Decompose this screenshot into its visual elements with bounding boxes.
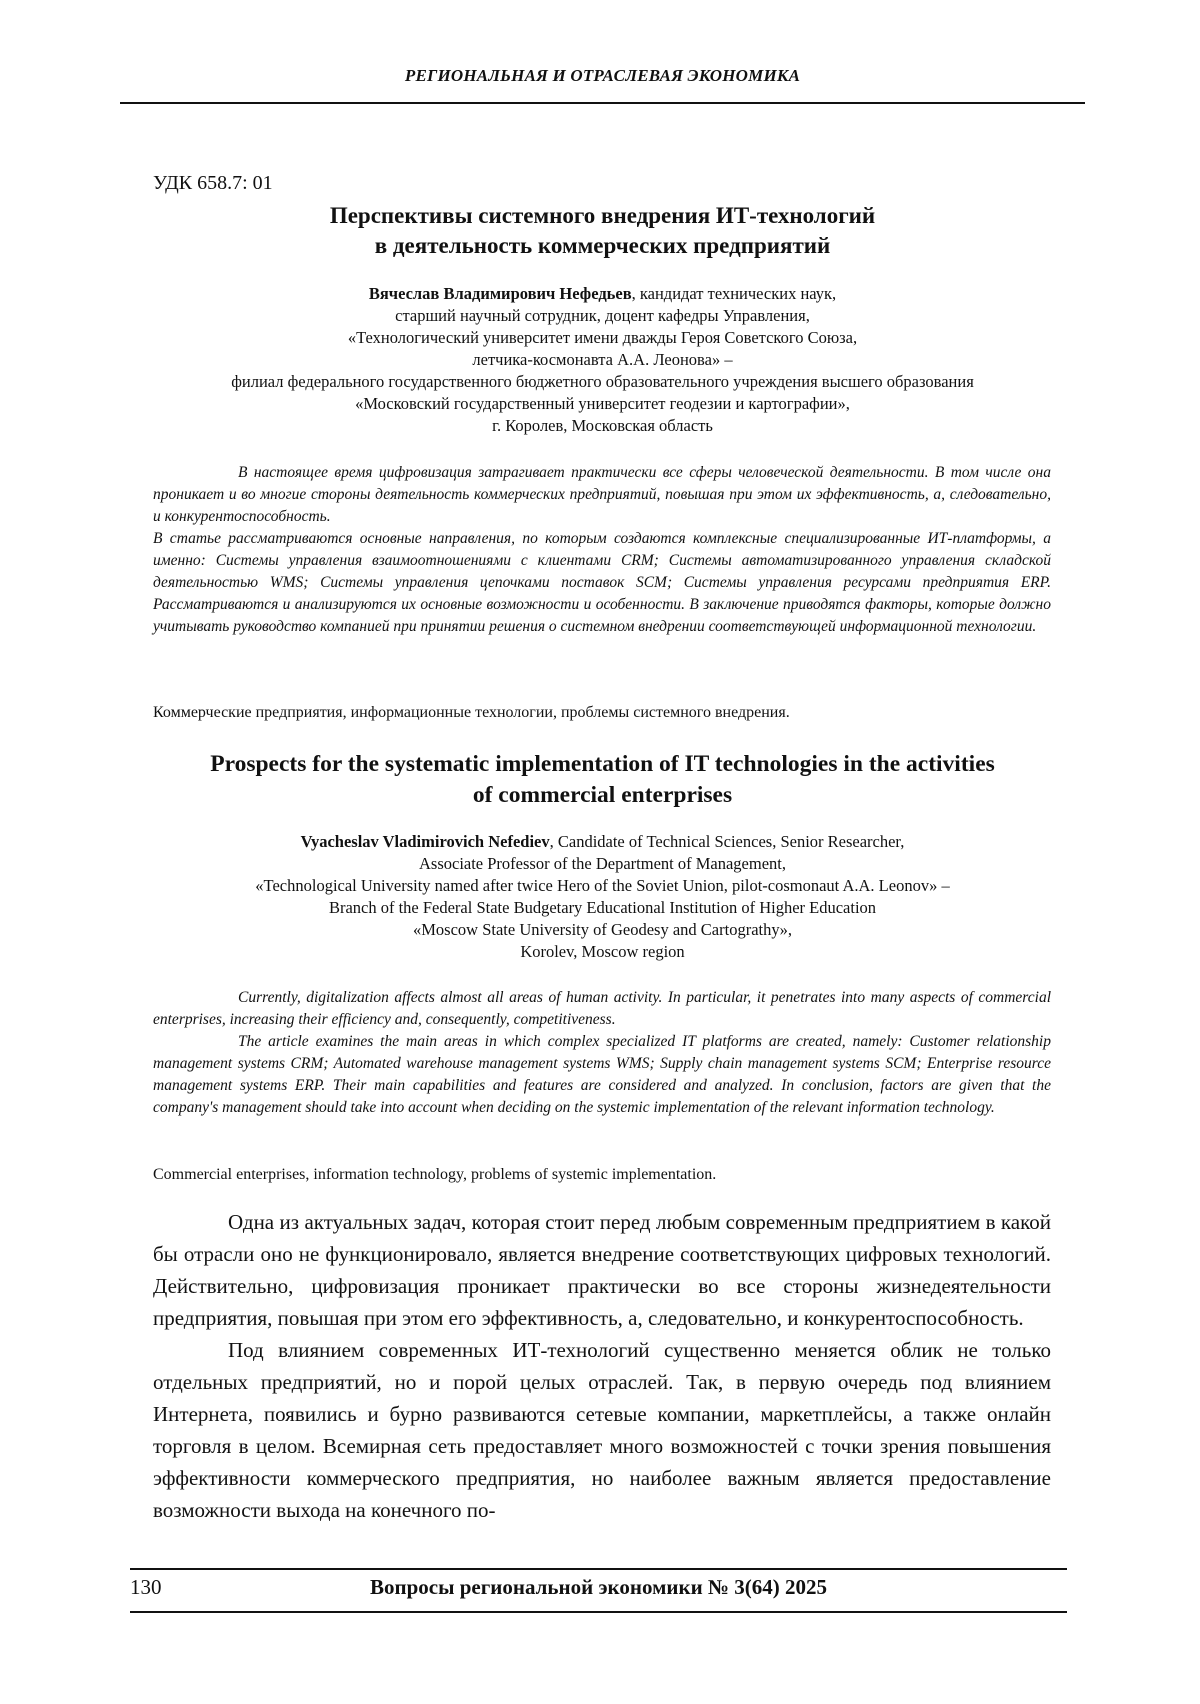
author-name-ru: Вячеслав Владимирович Нефедьев [368, 284, 632, 303]
affiliation-line-en: «Moscow State University of Geodesy and Cartograthy», [413, 920, 792, 939]
affiliation-line-en: Branch of the Federal State Budgetary Educational Institution of Higher Education [328, 898, 877, 917]
abstract-paragraph: В статье рассматриваются основные направления, по которым создаются комплексные специализированные ИТ-платформы, а именно: Системы управления взаимоотношениями с клиентами CRM; Системы автоматизированного управления складской деятельностью WMS; Системы управления цепочками поставок SCM; Системы управления ресурсами предприятия ERP. Рассматриваются и анализируются их основные возможности и особенности. В заключение приводятся факторы, которые должно учитывать руководство компанией при принятии решения о системном внедрении соответствующей информационной технологии. [153, 530, 1051, 635]
body-paragraph: Под влиянием современных ИТ-технологий существенно меняется облик не только отдельных предприятий, но и порой целых отраслей. Так, в первую очередь под влиянием Интернета, появились и бурно развиваются сетевые компании, маркетплейсы, а также онлайн торговля в целом. Всемирная сеть предоставляет много возможностей с точки зрения повышения эффективности коммерческого предприятия, но наиболее важным является предоставление возможности выхода на конечного по- [153, 1338, 1051, 1522]
footer-rule-bottom [130, 1611, 1067, 1613]
author-line-en [140, 831, 1065, 853]
body-paragraph: Одна из актуальных задач, которая стоит перед любым современным предприятием в какой бы отрасли оно не функционировало, является внедрение соответствующих цифровых технологий. Действительно, цифровизация проникает практически во все стороны жизнедеятельности предприятия, повышая при этом его эффективность, а, следовательно, и конкурентоспособность. [153, 1210, 1051, 1330]
affiliation-line-en: Associate Professor of the Department of Management, [418, 854, 786, 873]
title-en-line: of commercial enterprises [472, 782, 733, 808]
title-en-line: Prospects for the systematic implementation of IT technologies in the activities [210, 751, 995, 777]
footer-rule-top [130, 1568, 1067, 1570]
udk-code: УДК 658.7: 01 [153, 172, 273, 194]
title-ru-line: Перспективы системного внедрения ИТ-технологий [329, 203, 876, 228]
keywords-en: Commercial enterprises, information technology, problems of systemic implementation. [153, 1166, 717, 1183]
author-block-en [140, 831, 1065, 963]
page-number: 130 [130, 1575, 162, 1599]
author-degree-en: , Candidate of Technical Sciences, Senior Researcher, [549, 832, 905, 851]
affiliation-line-ru: летчика-космонавта А.А. Леонова» – [472, 350, 733, 369]
author-degree-ru: , кандидат технических наук, [631, 284, 837, 303]
keywords-ru: Коммерческие предприятия, информационные технологии, проблемы системного внедрения. [153, 704, 790, 721]
title-en [140, 749, 1065, 811]
abstract-paragraph: В настоящее время цифровизация затрагивает практически все сферы человеческой деятельности. В том числе она проникает и во многие стороны деятельность коммерческих предприятий, повышая при этом их эффективность, а, следовательно, и конкурентоспособность. [153, 464, 1051, 525]
body-text [153, 1206, 1051, 1526]
affiliation-line-ru: «Московский государственный университет геодезии и картографии», [355, 394, 850, 413]
abstract-paragraph: Currently, digitalization affects almost all areas of human activity. In particular, it penetrates into many aspects of commercial enterprises, increasing their efficiency and, consequently, competitiveness. [153, 989, 1051, 1028]
affiliation-line-ru: филиал федерального государственного бюджетного образовательного учреждения высшего образования [231, 372, 974, 391]
affiliation-line-ru: старший научный сотрудник, доцент кафедры Управления, [395, 306, 810, 325]
title-ru-line: в деятельность коммерческих предприятий [374, 233, 831, 258]
author-line-ru [140, 283, 1065, 305]
affiliation-line-en: Korolev, Moscow region [520, 942, 685, 961]
journal-title: Вопросы региональной экономики № 3(64) 2025 [369, 1575, 828, 1599]
affiliation-line-ru: «Технологический университет имени дважды Героя Советского Союза, [347, 328, 858, 347]
affiliation-line-en: «Technological University named after twice Hero of the Soviet Union, pilot-cosmonaut A.A. Leonov» – [255, 876, 950, 895]
author-block-ru [140, 283, 1065, 437]
author-name-en: Vyacheslav Vladimirovich Nefediev [300, 832, 550, 851]
running-header: РЕГИОНАЛЬНАЯ И ОТРАСЛЕВАЯ ЭКОНОМИКА [404, 66, 801, 85]
title-ru [140, 201, 1065, 261]
abstract-paragraph: The article examines the main areas in which complex specialized IT platforms are created, namely: Customer relationship management systems CRM; Automated warehouse management systems WMS; Supply chain management systems SCM; Enterprise resource management systems ERP. Their main capabilities and features are considered and analyzed. In conclusion, factors are given that the company's management should take into account when deciding on the systemic implementation of the relevant information technology. [153, 1033, 1051, 1116]
header-rule [120, 102, 1085, 104]
abstract-ru [153, 462, 1051, 638]
affiliation-line-ru: г. Королев, Московская область [492, 416, 713, 435]
abstract-en [153, 987, 1051, 1119]
